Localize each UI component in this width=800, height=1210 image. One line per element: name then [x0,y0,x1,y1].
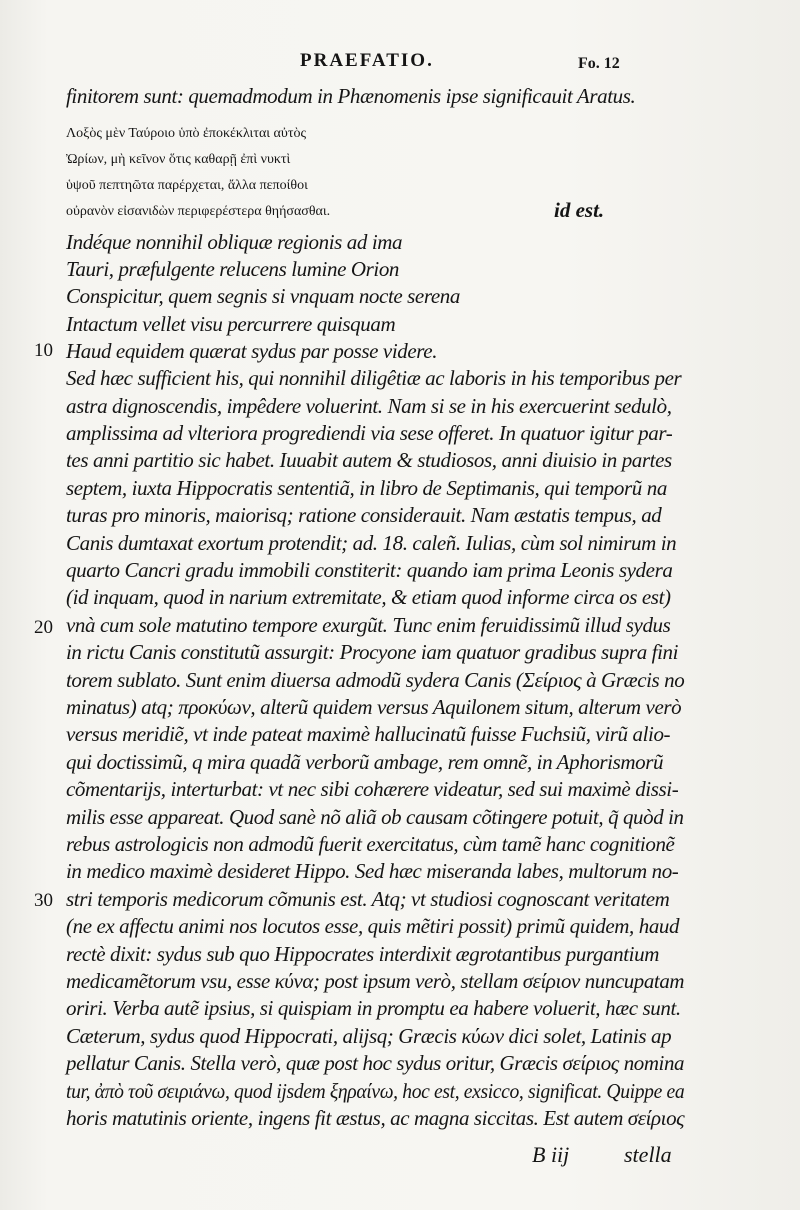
text-line: medicamẽtorum vsu, esse κύνα; post ipsum verò, stellam σείριον nuncupatam [66,969,685,993]
verse-line: Intactum vellet visu percurrere quisquam [66,312,396,336]
bleed-through-text [680,95,795,1175]
text-line: pellatur Canis. Stella verò, quæ post hoc sydus oritur, Græcis σείριος nomina [66,1051,685,1075]
text-line: quarto Cancri gradu immobili constiterit: quando iam prima Leonis sydera [66,558,673,582]
text-line: versus meridiẽ, vt inde pateat maximè hallucinatũ fuisse Fuchsiũ, virũ alio- [66,722,671,746]
id-est: id est. [554,198,605,222]
text-line: oriri. Verba autẽ ipsius, si quispiam in promptu ea habere voluerit, hæc sunt. [66,996,681,1020]
text-line: finitorem sunt: quemadmodum in Phænomenis ipse significauit Aratus. [66,84,636,108]
text-line: milis esse appareat. Quod sanè nõ aliã ob causam cõtingere potuit, q̃ quòd in [66,805,684,829]
text-line: torem sublato. Sunt enim diuersa admodũ sydera Canis (Σείριος à Græcis no [66,668,685,692]
text-line: vnà cum sole matutino tempore exurgũt. Tunc enim feruidissimũ illud sydus [66,613,671,637]
text-line: horis matutinis oriente, ingens fit æstus, ac magna siccitas. Est autem σείριος [66,1106,685,1130]
line-number: 30 [34,890,53,911]
verse-line: Tauri, præfulgente relucens lumine Orion [66,257,400,281]
text-line: amplissima ad vlteriora progrediendi via sese offeret. In quatuor igitur par- [66,421,673,445]
folio-number: Fo. 12 [578,55,620,72]
greek-verse-line: ὑψοῦ πεπτηῶτα παρέρχεται, ἄλλα πεποίθοι [66,178,308,193]
text-line: turas pro minoris, maiorisq; ratione considerauit. Nam æstatis tempus, ad [66,503,662,527]
greek-verse-line: Λοξὸς μὲν Ταύροιο ὑπὸ ἐποκέκλιται αὐτὸς [66,126,306,141]
greek-verse-line: οὐρανὸν εἰσανιδὼν περιφερέστερα θηήσασθαι. [66,204,331,219]
verse-line: Indéque nonnihil obliquæ regionis ad ima [66,230,403,254]
line-number: 20 [34,617,53,638]
text-line: (ne ex affectu animi nos locutos esse, quis mẽtiri possit) primũ quidem, haud [66,914,680,938]
line-number: 10 [34,340,53,361]
text-line: tur, ἀπὸ τοῦ σειριάνω, quod ijsdem ξηραίνω, hoc est, exsicco, significat. Quippe ea [66,1079,685,1103]
text-line: septem, iuxta Hippocratis sententiã, in libro de Septimanis, qui temporũ na [66,476,667,500]
text-line: qui doctissimũ, q mira quadã verborũ ambage, rem omnẽ, in Aphorismorũ [66,750,664,774]
text-line: cõmentarijs, interturbat: vt nec sibi cohærere videatur, sed sui maximè dissi- [66,777,679,801]
greek-verse-line: Ὠρίων, μὴ κεῖνον ὅτις καθαρῇ ἐπὶ νυκτὶ [66,152,291,167]
text-line: minatus) atq; προκύων, alterũ quidem versus Aquilonem situm, alterum verò [66,695,682,719]
text-line: tes anni partitio sic habet. Iuuabit autem & studiosos, anni diuisio in partes [66,448,672,472]
text-line: astra dignoscendis, impêdere voluerint. Nam si se in his exercuerint sedulò, [66,394,672,418]
text-line: Sed hæc sufficient his, qui nonnihil diligêtiæ ac laboris in his temporibus per [66,366,682,390]
text-line: rebus astrologicis non admodũ fuerit exercitatus, cùm tamẽ hanc cognitionẽ [66,832,675,856]
text-line: Cæterum, sydus quod Hippocrati, alijsq; Græcis κύων dici solet, Latinis ap [66,1024,672,1048]
catchword: stella [624,1142,672,1167]
text-line: (id inquam, quod in narium extremitate, & etiam quod informe circa os est) [66,585,671,609]
signature-mark: B iij [532,1142,570,1167]
running-head: PRAEFATIO. [300,50,434,71]
verse-line: Conspicitur, quem segnis si vnquam nocte serena [66,284,460,308]
text-line: rectè dixit: sydus sub quo Hippocrates interdixit ægrotantibus purgantium [66,942,659,966]
verse-line: Haud equidem quærat sydus par posse videre. [66,339,438,363]
text-line: in medico maximè desideret Hippo. Sed hæc miseranda labes, multorum no- [66,859,679,883]
text-line: in rictu Canis constitutũ assurgit: Procyone iam quatuor gradibus supra fini [66,640,679,664]
text-line: stri temporis medicorum cõmunis est. Atq; vt studiosi cognoscant veritatem [66,887,670,911]
text-line: Canis dumtaxat exortum protendit; ad. 18. caleñ. Iulias, cùm sol nimirum in [66,531,677,555]
